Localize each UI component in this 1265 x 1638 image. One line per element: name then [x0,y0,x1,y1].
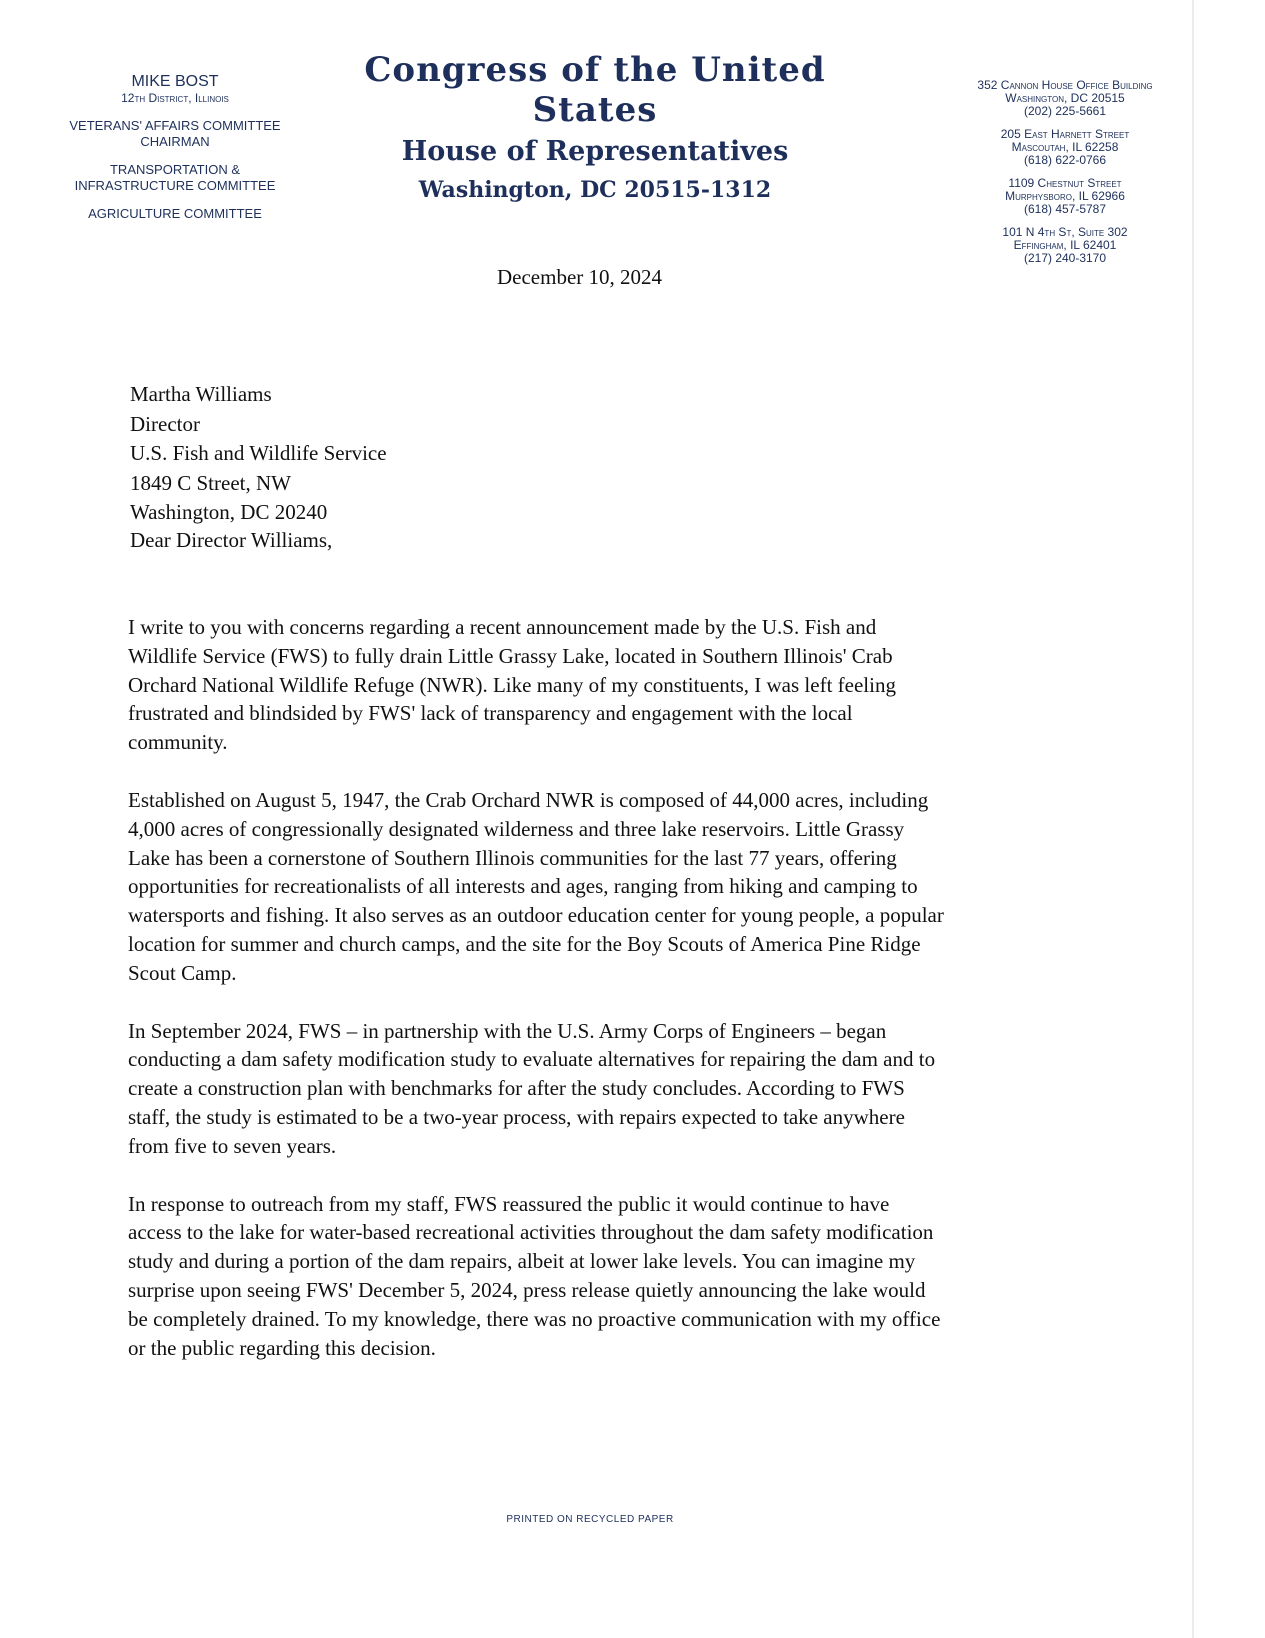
letterhead [360,50,830,203]
committee-line: AGRICULTURE COMMITTEE [88,206,262,221]
recipient-line: Washington, DC 20240 [130,500,328,524]
paragraph-line: 4,000 acres of congressionally designated wilderness and three lake reservoirs. Little Grassy [128,816,905,841]
paragraph-line: surprise upon seeing FWS' December 5, 2024, press release quietly announcing the lake would [128,1277,926,1302]
office-line: (618) 622-0766 [1023,153,1107,167]
paragraph [128,1190,1128,1363]
office-line: 205 East Harnett Street [1000,127,1130,141]
committee-block [40,162,310,194]
paragraph-line: I write to you with concerns regarding a recent announcement made by the U.S. Fish and [128,615,877,639]
office-line: (618) 457-5787 [1023,202,1107,216]
paragraph-line: be completely drained. To my knowledge, there was no proactive communication with my office [128,1306,941,1331]
office-addresses [950,79,1180,275]
paragraph-line: staff, the study is estimated to be a two-year process, with repairs expected to take anywhere [128,1104,905,1129]
paragraph-line: In response to outreach from my staff, FWS reassured the public it would continue to have [128,1191,890,1216]
paragraph-line: or the public regarding this decision. [128,1335,436,1360]
paragraph-line: frustrated and blindsided by FWS' lack of transparency and engagement with the local [128,701,853,726]
office-block [950,226,1180,265]
paragraph-line: create a construction plan with benchmarks for after the study concludes. According to FWS [128,1076,905,1101]
letter-body [128,613,1128,1391]
recipient-address [130,380,387,528]
paragraph [128,1017,1128,1161]
member-info [40,74,310,222]
paragraph-line: community. [128,730,228,755]
paragraph-line: study and during a portion of the dam repairs, albeit at lower lake levels. You can imagine my [128,1249,916,1274]
office-line: Effingham, IL 62401 [1013,238,1117,252]
letterhead-city: Washington, DC 20515-1312 [418,177,772,203]
office-line: Washington, DC 20515 [1005,91,1125,105]
office-block [950,177,1180,216]
page-edge [1192,0,1194,1638]
letterhead-title: Congress of the United States [364,50,826,130]
paragraph-line: In September 2024, FWS – in partnership with the U.S. Army Corps of Engineers – began [128,1018,887,1043]
office-line: (202) 225-5661 [1023,104,1107,118]
committee-line: INFRASTRUCTURE COMMITTEE [74,178,276,193]
paragraph-line: conducting a dam safety modification study to evaluate alternatives for repairing the dam and to [128,1047,936,1072]
paragraph-line: opportunities for recreationalists of all interests and ages, ranging from hiking and camping to [128,874,918,899]
recipient-line: Director [130,411,200,436]
office-line: 1109 Chestnut Street [1008,176,1122,190]
paragraph-line: location for summer and church camps, and the site for the Boy Scouts of America Pine Ridge [128,931,921,956]
paragraph [128,613,1128,757]
salutation: Dear Director Williams, [130,528,333,552]
recipient-line: 1849 C Street, NW [130,470,291,495]
committee-line: TRANSPORTATION & [109,162,240,177]
letter-date: December 10, 2024 [497,265,663,289]
paragraph-line: Orchard National Wildlife Refuge (NWR). Like many of my constituents, I was left feeling [128,672,896,697]
committee-line: VETERANS' AFFAIRS COMMITTEE [69,118,281,133]
office-line: 352 Cannon House Office Building [977,78,1153,92]
paragraph-line: from five to seven years. [128,1133,337,1158]
office-line: Mascoutah, IL 62258 [1011,140,1119,154]
committee-line: CHAIRMAN [140,134,210,149]
office-line: Murphysboro, IL 62966 [1005,189,1125,203]
paragraph-line: access to the lake for water-based recreational activities throughout the dam safety modification [128,1220,934,1245]
committee-block [40,118,310,150]
letterhead-subtitle: House of Representatives [401,136,789,167]
office-block [950,79,1180,118]
committee-block [40,206,310,222]
paragraph-line: Established on August 5, 1947, the Crab Orchard NWR is composed of 44,000 acres, including [128,787,929,812]
office-line: 101 N 4th St, Suite 302 [1002,225,1128,239]
office-block [950,128,1180,167]
recipient-line: U.S. Fish and Wildlife Service [130,441,387,465]
paragraph-line: Lake has been a cornerstone of Southern Illinois communities for the last 77 years, offering [128,845,897,870]
footer-note: PRINTED ON RECYCLED PAPER [506,1514,674,1525]
member-district: 12th District, Illinois [121,91,229,105]
member-name: MIKE BOST [131,73,219,90]
paragraph-line: Wildlife Service (FWS) to fully drain Little Grassy Lake, located in Southern Illinois' Crab [128,643,893,668]
paragraph [128,786,1128,988]
paragraph-line: watersports and fishing. It also serves as an outdoor education center for young people, a popular [128,903,944,928]
office-line: (217) 240-3170 [1023,251,1107,265]
paragraph-line: Scout Camp. [128,960,237,985]
recipient-line: Martha Williams [130,382,272,406]
